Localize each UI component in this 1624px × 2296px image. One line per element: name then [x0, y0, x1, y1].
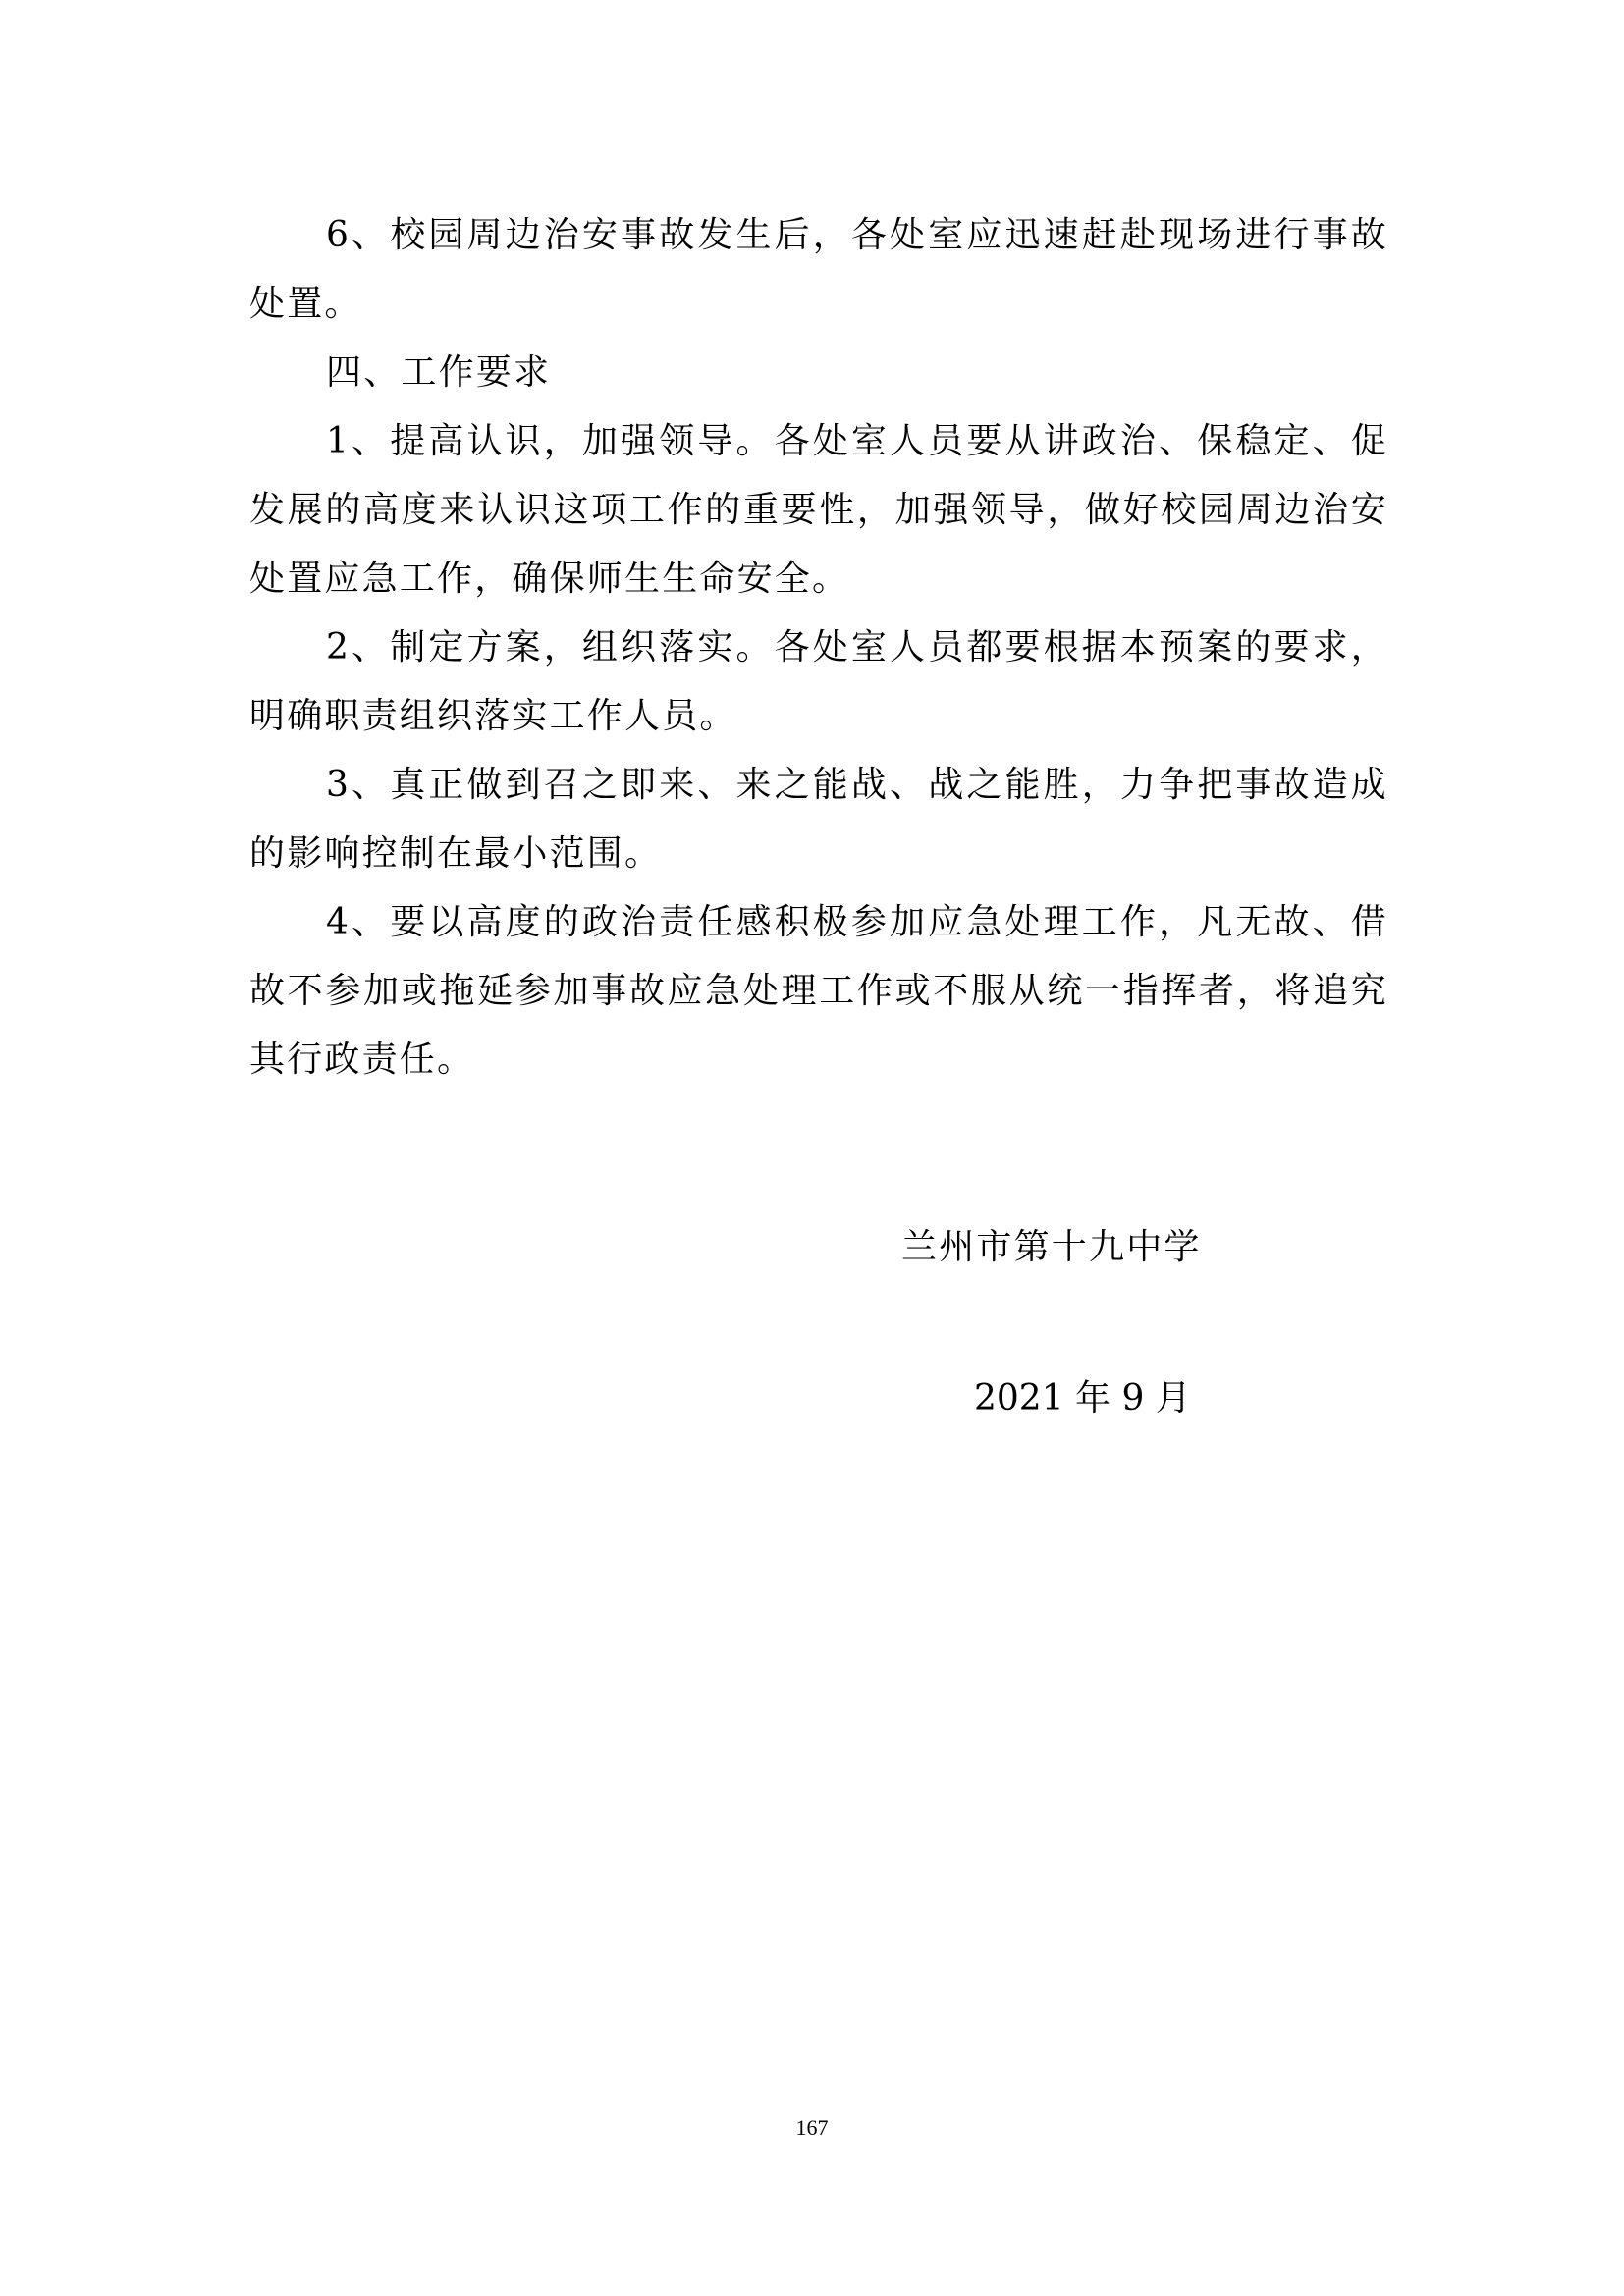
paragraph-requirement-1: 1、提高认识，加强领导。各处室人员要从讲政治、保稳定、促发展的高度来认识这项工作的重要性，加强领导，做好校园周边治安处置应急工作，确保师生生命安全。: [249, 421, 1388, 599]
section-heading-work-requirements: 四、工作要求: [326, 352, 552, 393]
paragraph-requirement-3: 3、真正做到召之即来、来之能战、战之能胜，力争把事故造成的影响控制在最小范围。: [249, 765, 1388, 874]
paragraph-requirement-4: 4、要以高度的政治责任感积极参加应急处理工作，凡无故、借故不参加或拖延参加事故应急处理工作或不服从统一指挥者，将追究其行政责任。: [249, 902, 1388, 1080]
signature-organization: 兰州市第十九中学: [901, 1227, 1202, 1267]
document-body: [249, 201, 1388, 1095]
paragraph-item-6-handling: 6、校园周边治安事故发生后，各处室应迅速赶赴现场进行事故处置。: [249, 215, 1388, 324]
signature-date: 2021 年 9 月: [974, 1378, 1191, 1418]
page-number: 167: [795, 2115, 829, 2140]
paragraph-requirement-2: 2、制定方案，组织落实。各处室人员都要根据本预案的要求，明确职责组织落实工作人员。: [249, 627, 1388, 736]
